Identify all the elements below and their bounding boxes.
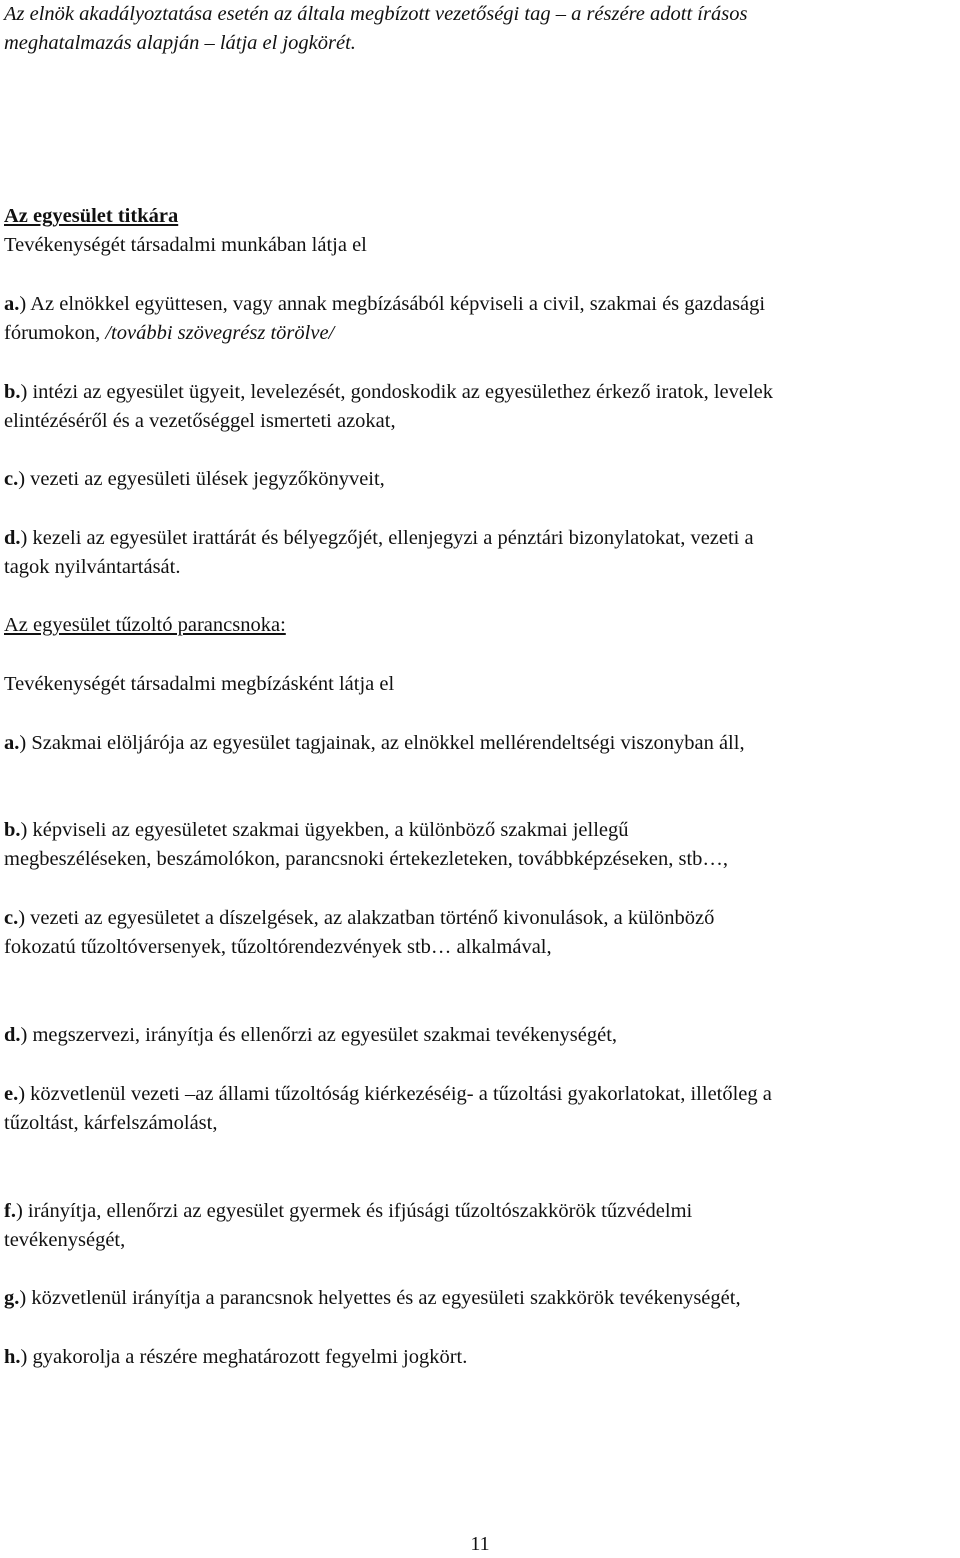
item-letter: d.	[4, 1024, 21, 1046]
section-heading-parancsnok: Az egyesület tűzoltó parancsnoka:	[4, 614, 286, 636]
page-number: 11	[470, 1533, 490, 1555]
item-letter: g.	[4, 1287, 20, 1309]
item-text-cont: megbeszéléseken, beszámolókon, parancsnoki értekezleteken, továbbképzéseken, stb…,	[4, 848, 729, 870]
item-text-cont: tevékenységét,	[4, 1229, 126, 1251]
section-heading-parancsnok-wrap	[4, 611, 954, 640]
item-text: ) vezeti az egyesületi ülések jegyzőkönyveit,	[18, 468, 385, 490]
parancsnok-item-b	[4, 816, 954, 874]
item-letter: d.	[4, 527, 21, 549]
section-subtitle-parancsnok-wrap	[4, 670, 954, 699]
titkar-item-b	[4, 378, 954, 436]
item-text-cont: tűzoltást, kárfelszámolást,	[4, 1112, 218, 1134]
item-text: ) vezeti az egyesületet a díszelgések, az alakzatban történő kivonulások, a különböző	[18, 907, 715, 929]
item-text: ) irányítja, ellenőrzi az egyesület gyermek és ifjúsági tűzoltószakkörök tűzvédelmi	[15, 1200, 693, 1222]
section-heading-titkar: Az egyesület titkára	[4, 205, 179, 227]
item-text-italic: /további szövegrész törölve/	[105, 322, 335, 344]
parancsnok-item-f	[4, 1197, 954, 1255]
parancsnok-item-g	[4, 1284, 954, 1313]
parancsnok-item-c	[4, 904, 954, 962]
item-text-cont: fórumokon,	[4, 322, 106, 344]
item-letter: e.	[4, 1083, 19, 1105]
item-text: ) gyakorolja a részére meghatározott fegyelmi jogkört.	[20, 1346, 468, 1368]
titkar-item-a	[4, 290, 954, 348]
item-letter: c.	[4, 468, 19, 490]
parancsnok-item-h	[4, 1343, 954, 1372]
item-letter: c.	[4, 907, 19, 929]
parancsnok-item-a	[4, 729, 954, 758]
parancsnok-item-d	[4, 1021, 954, 1050]
item-text-cont: fokozatú tűzoltóversenyek, tűzoltórendezvények stb… alkalmával,	[4, 936, 552, 958]
item-letter: a.	[4, 732, 20, 754]
item-text: ) intézi az egyesület ügyeit, levelezését, gondoskodik az egyesülethez érkező iratok, levelek	[20, 381, 774, 403]
item-text: ) közvetlenül irányítja a parancsnok helyettes és az egyesületi szakkörök tevékenységét,	[19, 1287, 741, 1309]
item-letter: a.	[4, 293, 20, 315]
section-subtitle-titkar: Tevékenységét társadalmi munkában látja el	[4, 234, 367, 256]
item-text: ) megszervezi, irányítja és ellenőrzi az egyesület szakmai tevékenységét,	[20, 1024, 618, 1046]
intro-paragraph	[4, 0, 954, 58]
section-subtitle-parancsnok: Tevékenységét társadalmi megbízásként látja el	[4, 673, 395, 695]
item-text: ) képviseli az egyesületet szakmai ügyekben, a különböző szakmai jellegű	[20, 819, 629, 841]
intro-line-2: meghatalmazás alapján – látja el jogkörét.	[4, 32, 356, 54]
item-text: ) Szakmai elöljárója az egyesület tagjainak, az elnökkel mellérendeltségi viszonyban áll,	[19, 732, 745, 754]
titkar-item-d	[4, 524, 954, 582]
item-text-cont: tagok nyilvántartását.	[4, 556, 181, 578]
item-letter: b.	[4, 819, 21, 841]
intro-line-1: Az elnök akadályoztatása esetén az általa megbízott vezetőségi tag – a részére adott írásos	[4, 3, 748, 25]
item-text: ) közvetlenül vezeti –az állami tűzoltóság kiérkezéséig- a tűzoltási gyakorlatokat, illetőleg a	[18, 1083, 772, 1105]
titkar-item-c	[4, 465, 954, 494]
item-letter: b.	[4, 381, 21, 403]
item-letter: f.	[4, 1200, 16, 1222]
item-text: ) kezeli az egyesület irattárát és bélyegzőjét, ellenjegyzi a pénztári bizonylatokat, vezeti a	[20, 527, 754, 549]
item-text: ) Az elnökkel együttesen, vagy annak megbízásából képviseli a civil, szakmai és gazdasági	[19, 293, 766, 315]
item-letter: h.	[4, 1346, 21, 1368]
section-titkar	[4, 202, 954, 260]
parancsnok-item-e	[4, 1080, 954, 1138]
item-text-cont: elintézéséről és a vezetőséggel ismerteti azokat,	[4, 410, 396, 432]
